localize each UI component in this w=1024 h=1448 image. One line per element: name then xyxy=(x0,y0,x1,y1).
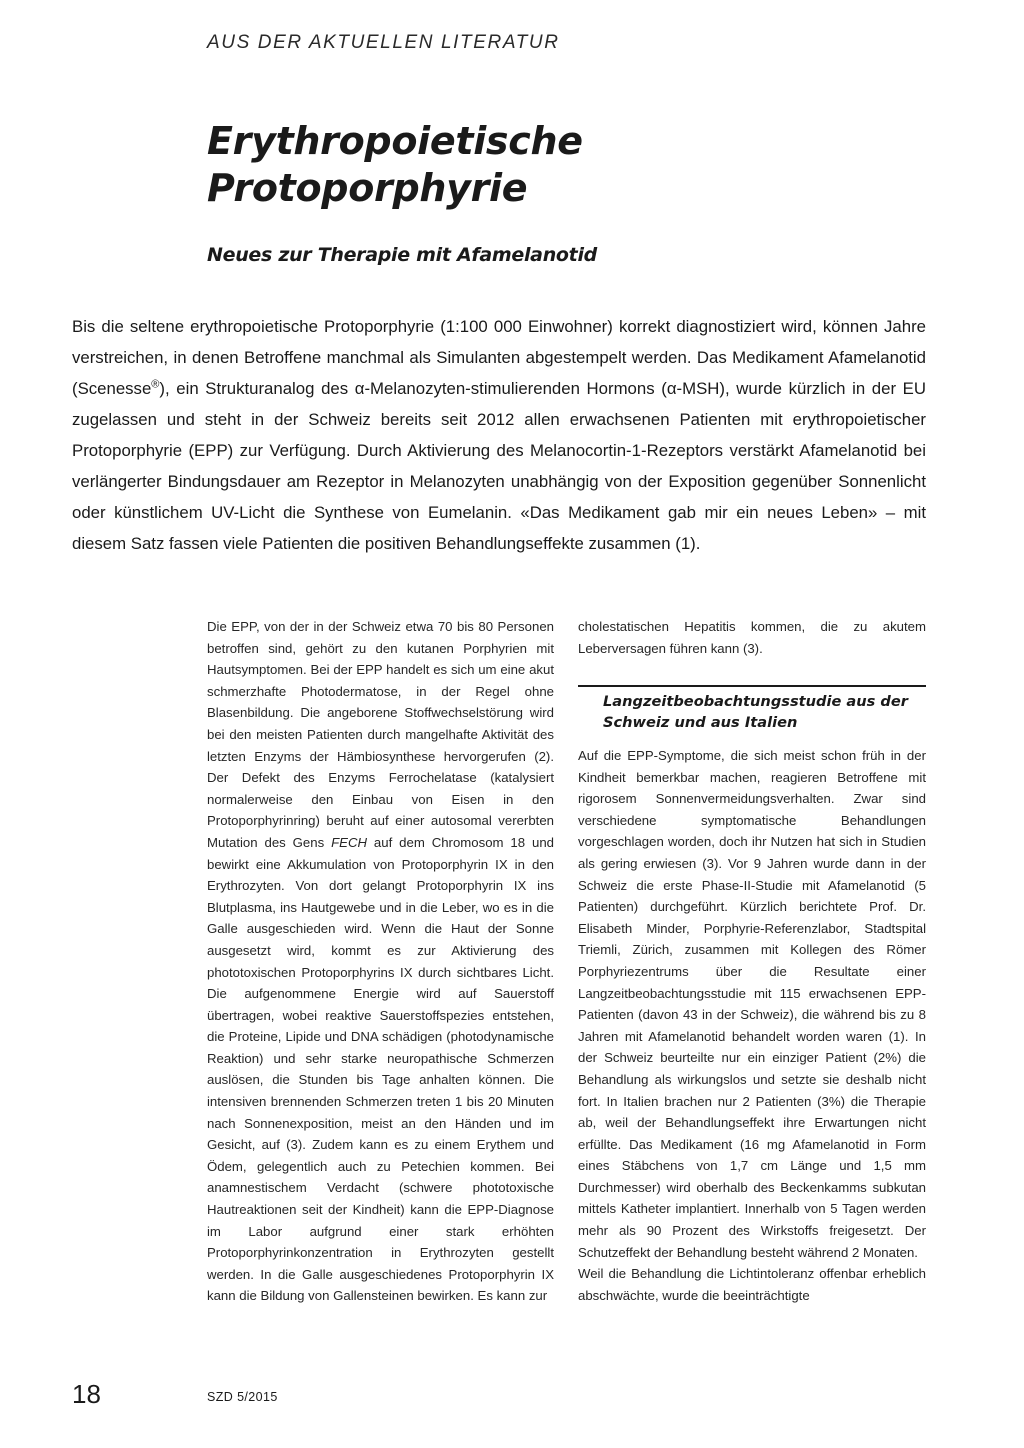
issue-label: SZD 5/2015 xyxy=(207,1390,278,1404)
left-column-text-a: Die EPP, von der in der Schweiz etwa 70 bis 80 Personen betroffen sind, gehört zu den kutanen Porphyrien mit Hautsymptomen. Bei der EPP handelt es sich um eine akut schmerzhafte Photodermatose, in der Regel ohne Blasenbildung. Die angeborene Stoffwechselstörung wird bei den meisten Patienten durch mangelhafte Aktivität des letzten Enzyms der Hämbiosynthese hervorgerufen (2). Der Defekt des Enzyms Ferrochelatase (katalysiert normalerweise den Einbau von Eisen in den Protoporphyrinring) beruht auf einer autosomal vererbten Mutation des Gens xyxy=(207,619,554,850)
left-column-text-b: auf dem Chromosom 18 und bewirkt eine Akkumulation von Protoporphyrin IX in den Erythrozyten. Von dort gelangt Protoporphyrin IX ins Blutplasma, ins Hautgewebe und in die Leber, wo es in die Galle ausgeschieden wird. Wenn die Haut der Sonne ausgesetzt wird, kommt es zur Aktivierung des phototoxischen Protoporphyrins IX durch sichtbares Licht. Die aufgenommene Energie wird auf Sauerstoff übertragen, wobei reaktive Sauerstoffspezies entstehen, die Proteine, Lipide und DNA schädigen (photodynamische Reaktion) und sehr starke neuropathische Schmerzen auslösen, die Stunden bis Tage anhalten können. Die intensiven brennenden Schmerzen treten 1 bis 20 Minuten nach Sonnenexposition, meist an den Händen und im Gesicht, auf (3). Zudem kann es zu einem Erythem und Ödem, gelegentlich auch zu Petechien kommen. Bei anamnestischem Verdacht (schwere phototoxische Hautreaktionen seit der Kindheit) kann die EPP-Diagnose im Labor aufgrund einer stark erhöhten Protoporphyrinkonzentration in Erythrozyten gestellt werden. In die Galle ausgeschiedenes Protoporphyrin IX kann die Bildung von Gallensteinen bewirken. Es kann zur xyxy=(207,834,555,1304)
gene-name: FECH xyxy=(331,834,367,850)
lead-text-part-1: Bis die seltene erythropoietische Protoporphyrie (1:100 000 Einwohner) korrekt diagnostiziert wird, können Jahre verstreichen, in denen Betroffene manchmal als Simulanten abgestempelt werden. Das Medikament Afamelanotid (Scenesse xyxy=(72,317,926,398)
right-column-paragraph-1: Auf die EPP-Symptome, die sich meist schon früh in der Kindheit bemerkbar machen, reagieren Betroffene mit rigorosem Sonnenvermeidungsverhalten. Zwar sind verschiedene symptomatische Behandlungen vorgeschlagen worden, doch ihr Nutzen hat sich in Studien als gering erwiesen (3). Vor 9 Jahren wurde dann in der Schweiz die erste Phase-II-Studie mit Afamelanotid (5 Patienten) durchgeführt. Kürzlich berichtete Prof. Dr. Elisabeth Minder, Porphyrie-Referenzlabor, Stadtspital Triemli, Zürich, zusammen mit Kollegen des Römer Porphyriezentrums über die Resultate einer Langzeitbeobachtungsstudie mit 115 erwachsenen EPP-Patienten (davon 43 in der Schweiz), die während bis zu 8 Jahren mit Afamelanotid behandelt worden waren (1). In der Schweiz beurteilte nur ein einziger Patient (2%) die Behandlung als wirkungslos und setzte sie deshalb nicht fort. In Italien brachen nur 2 Patienten (3%) die Therapie ab, weil der Behandlungseffekt ihre Erwartungen nicht erfüllte. Das Medikament (16 mg Afamelanotid in Form eines Stäbchens von 1,7 cm Länge und 1,5 mm Durchmesser) wird oberhalb des Beckenkamms subkutan mittels Katheter implantiert. Innerhalb von 5 Tagen werden mehr als 90 Prozent des Wirkstoffs freigesetzt. Der Schutzeffekt der Behandlung besteht während 2 Monaten. xyxy=(578,748,926,1260)
title-line-1: Erythropoietische xyxy=(207,119,583,163)
subheading-rule xyxy=(578,685,926,687)
page-number: 18 xyxy=(72,1379,101,1409)
lead-text-part-2: ), ein Strukturanalog des α-Melanozyten-stimulierenden Hormons (α-MSH), wurde kürzlich in der EU zugelassen und steht in der Schweiz bereits seit 2012 allen erwachsenen Patienten mit erythropoietischer Protoporphyrie (EPP) zur Verfügung. Durch Aktivierung des Melanocortin-1-Rezeptors verstärkt Afamelanotid bei verlängerter Bindungsdauer am Rezeptor in Melanozyten unabhängig von der Exposition gegenüber Sonnenlicht oder künstlichem UV-Licht die Synthese von Eumelanin. «Das Medikament gab mir ein neues Leben» – mit diesem Satz fassen viele Patienten die positiven Behandlungseffekte zusammen (1). xyxy=(72,379,926,553)
section-label: AUS DER AKTUELLEN LITERATUR xyxy=(207,32,560,53)
article-subtitle: Neues zur Therapie mit Afamelanotid xyxy=(207,244,597,266)
article-title xyxy=(207,118,583,212)
subheading: Langzeitbeobachtungsstudie aus der Schweiz und aus Italien xyxy=(603,693,908,731)
title-line-2: Protoporphyrie xyxy=(207,166,528,210)
body-column-left xyxy=(207,616,554,1307)
body-column-right xyxy=(578,745,926,1306)
lead-paragraph xyxy=(72,311,926,559)
registered-mark: ® xyxy=(151,378,160,391)
right-column-paragraph-2: Weil die Behandlung die Lichtintoleranz offenbar erheblich abschwächte, wurde die beeinträchtigte xyxy=(578,1266,926,1303)
body-column-right-top: cholestatischen Hepatitis kommen, die zu akutem Leberversagen führen kann (3). xyxy=(578,619,926,656)
